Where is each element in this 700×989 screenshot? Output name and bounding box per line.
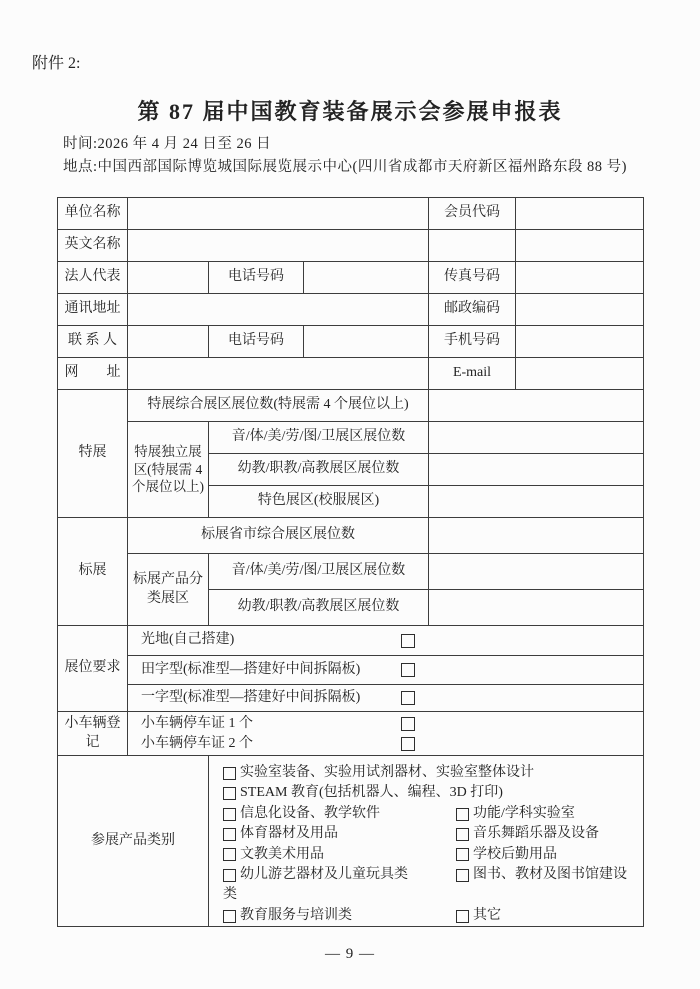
checkbox-icon [223,767,236,780]
product-item-label: 其它 [473,907,501,923]
product-item-label: 类 [223,887,237,903]
checkbox-icon [401,717,415,731]
booth-option-label: 田字型(标准型—搭建好中间拆隔板) [141,661,361,677]
checkbox-icon [456,869,469,882]
product-item [223,783,503,803]
product-item-label: 体育器材及用品 [240,826,338,842]
checkbox-icon [401,691,415,705]
product-line [223,845,637,865]
contact-field [128,326,209,358]
product-item [456,824,599,844]
checkbox-icon [223,848,236,861]
checkbox-icon [223,869,236,882]
product-item [223,824,456,844]
vehicle-option-row [128,714,643,734]
standard-exhibition-group-label: 标展 [58,518,128,626]
checkbox-icon [456,808,469,821]
phone-label: 电话号码 [209,262,304,294]
unit-name-field [128,198,429,230]
unit-name-label: 单位名称 [58,198,128,230]
special-edu-zone-label: 幼教/职教/高教展区展位数 [209,454,429,486]
email-label: E-mail [429,358,516,390]
booth-option-row [128,656,644,685]
product-item [223,845,456,865]
special-edu-zone-field [429,454,644,486]
checkbox-icon [223,910,236,923]
product-item-label: STEAM 教育(包括机器人、编程、3D 打印) [240,785,503,801]
page-title: 第 87 届中国教育装备展示会参展申报表 [137,99,563,124]
product-line [223,865,637,885]
vehicle-registration-group-label: 小车辆登记 [58,712,128,756]
product-categories-list [209,756,643,926]
booth-option-label: 一字型(标准型—搭建好中间拆隔板) [141,689,361,705]
product-item [223,906,456,926]
empty-cell [429,230,516,262]
product-line [223,824,637,844]
page-number: — 9 — [325,946,375,962]
product-item [456,845,557,865]
event-location: 地点:中国西部国际博览城国际展览展示中心(四川省成都市天府新区福州路东段 88 号) [63,159,627,175]
product-line [223,906,637,926]
attachment-label: 附件 2: [32,55,81,72]
special-comprehensive-field [429,390,644,422]
checkbox-icon [401,634,415,648]
website-label: 网 址 [58,358,128,390]
product-item-label: 音乐舞蹈乐器及设备 [473,826,599,842]
product-item-label: 图书、教材及图书馆建设 [473,867,627,883]
booth-option-label: 光地(自己搭建) [141,632,235,648]
product-line [223,783,637,803]
product-item [223,763,534,783]
checkbox-icon [401,663,415,677]
phone2-label: 电话号码 [209,326,304,358]
product-categories-cell [209,756,644,927]
vehicle-option-row [128,734,643,754]
english-name-field [128,230,429,262]
legal-rep-field [128,262,209,294]
address-label: 通讯地址 [58,294,128,326]
product-item [456,865,627,885]
phone-field [304,262,429,294]
special-art-zone-label: 音/体/美/劳/图/卫展区展位数 [209,422,429,454]
product-item-label: 教育服务与培训类 [240,907,352,923]
product-item [456,804,575,824]
standard-provincial-label: 标展省市综合展区展位数 [128,518,429,554]
special-independent-label: 特展独立展区(特展需 4 个展位以上) [128,422,209,518]
product-item [223,865,456,885]
standard-category-label: 标展产品分类展区 [128,554,209,626]
empty-cell [516,230,644,262]
product-item-label: 功能/学科实验室 [473,805,575,821]
special-featured-zone-label: 特色展区(校服展区) [209,486,429,518]
legal-rep-label: 法人代表 [58,262,128,294]
postcode-label: 邮政编码 [429,294,516,326]
product-item [456,906,501,926]
vehicle-options-cell [128,712,644,756]
product-categories-group-label: 参展产品类别 [58,756,209,927]
checkbox-icon [223,787,236,800]
mobile-label: 手机号码 [429,326,516,358]
product-line-wrap [223,885,637,905]
booth-option-row [128,626,644,656]
member-code-label: 会员代码 [429,198,516,230]
checkbox-icon [223,808,236,821]
product-line [223,804,637,824]
standard-edu-zone-field [429,590,644,626]
contact-label: 联 系 人 [58,326,128,358]
fax-field [516,262,644,294]
postcode-field [516,294,644,326]
checkbox-icon [456,848,469,861]
product-item-label: 信息化设备、教学软件 [240,805,380,821]
product-item-label: 幼儿游艺器材及儿童玩具类 [240,867,408,883]
email-field [516,358,644,390]
product-item-label: 文教美术用品 [240,846,324,862]
mobile-field [516,326,644,358]
phone2-field [304,326,429,358]
english-name-label: 英文名称 [58,230,128,262]
standard-provincial-field [429,518,644,554]
special-art-zone-field [429,422,644,454]
product-item-label: 实验室装备、实验用试剂器材、实验室整体设计 [240,765,534,780]
product-line [223,763,637,783]
checkbox-icon [456,910,469,923]
application-table [57,197,644,927]
product-item-label: 学校后勤用品 [473,846,557,862]
booth-option-row [128,685,644,712]
special-exhibition-group-label: 特展 [58,390,128,518]
address-field [128,294,429,326]
booth-requirement-group-label: 展位要求 [58,626,128,712]
product-item [223,804,456,824]
checkbox-icon [401,737,415,751]
checkbox-icon [456,828,469,841]
event-time: 时间:2026 年 4 月 24 日至 26 日 [63,136,272,152]
fax-label: 传真号码 [429,262,516,294]
standard-art-zone-label: 音/体/美/劳/图/卫展区展位数 [209,554,429,590]
vehicle-option-label: 小车辆停车证 2 个 [141,735,253,751]
checkbox-icon [223,828,236,841]
standard-edu-zone-label: 幼教/职教/高教展区展位数 [209,590,429,626]
website-field [128,358,429,390]
standard-art-zone-field [429,554,644,590]
member-code-field [516,198,644,230]
special-comprehensive-label: 特展综合展区展位数(特展需 4 个展位以上) [128,390,429,422]
vehicle-option-label: 小车辆停车证 1 个 [141,715,253,731]
special-featured-zone-field [429,486,644,518]
